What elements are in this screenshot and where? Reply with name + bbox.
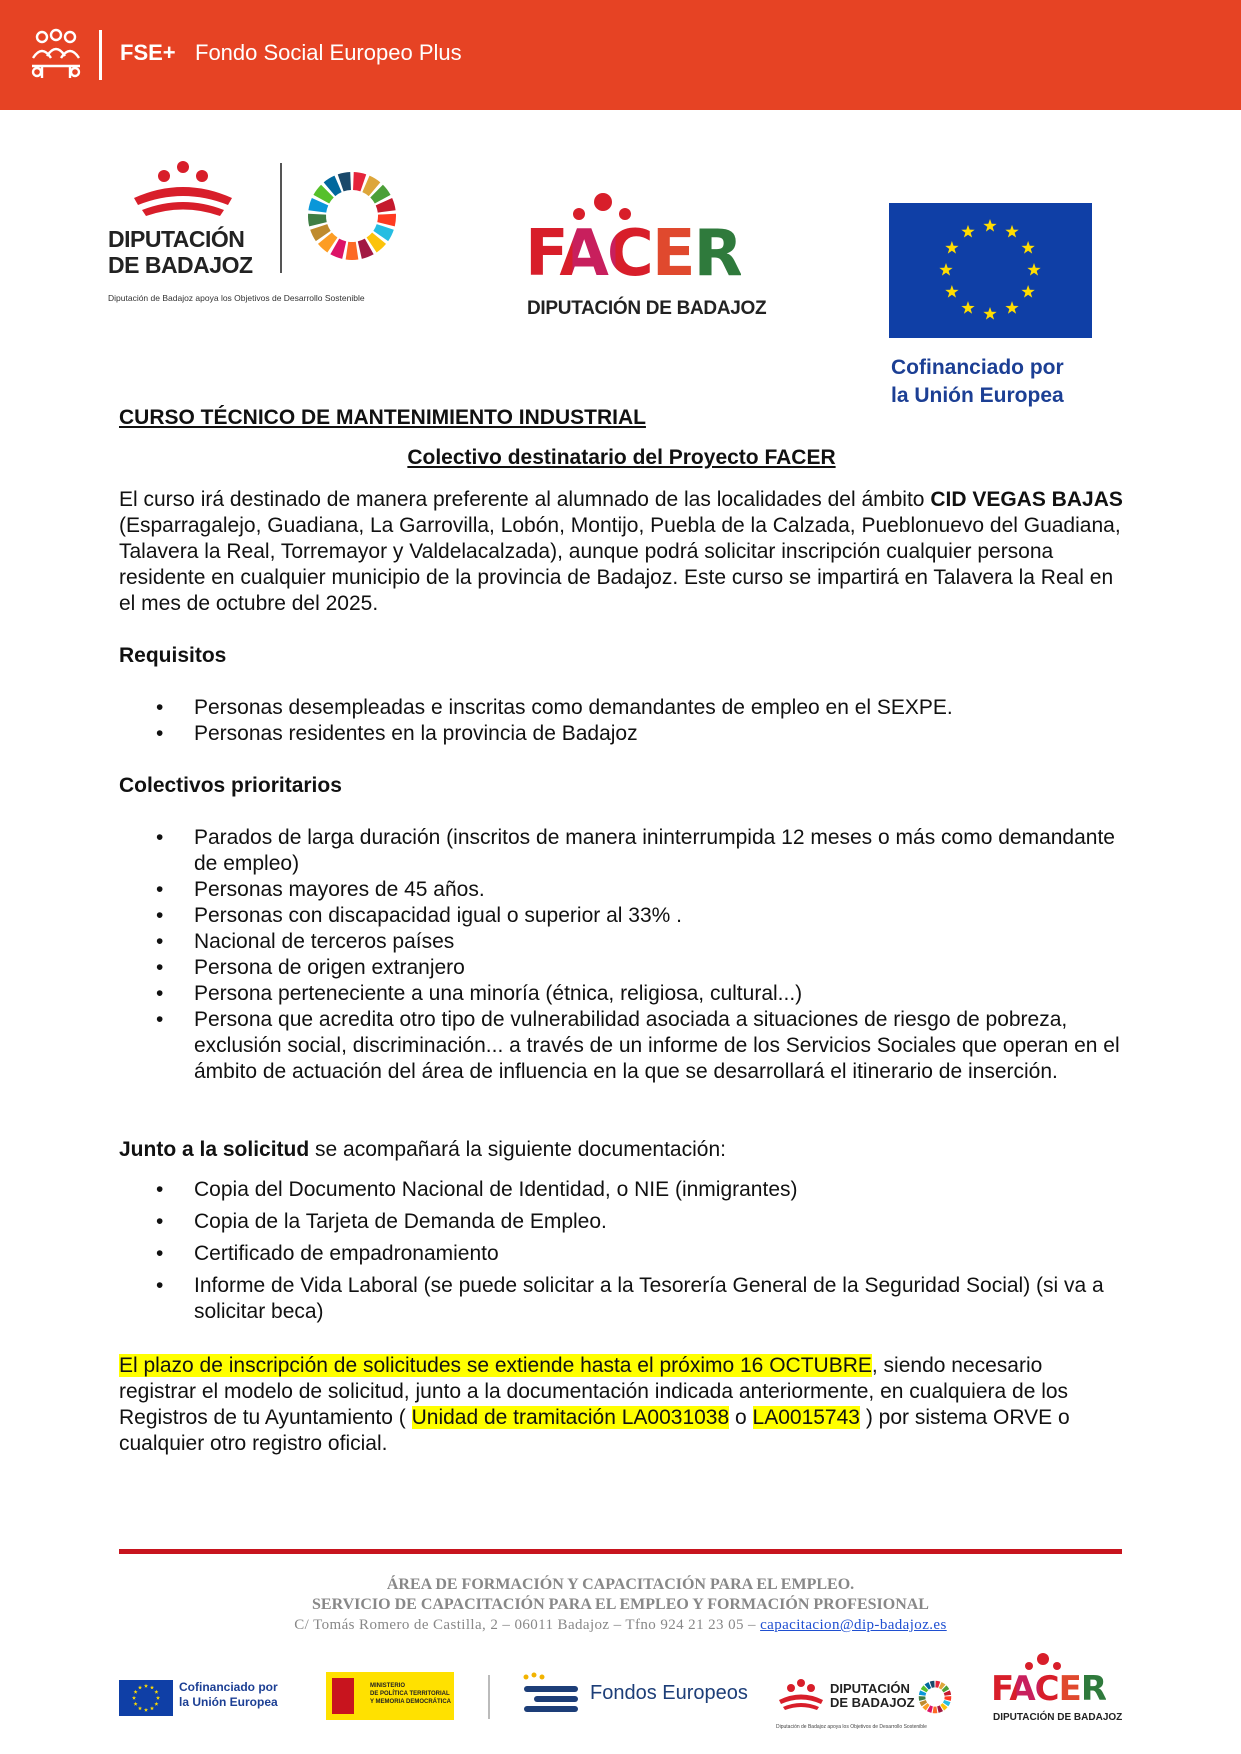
list-item: • Parados de larga duración (inscritos de manera ininterrumpida 12 meses o más como demandante de empleo) bbox=[119, 825, 1124, 877]
deadline-text-1: , siendo necesario registrar el modelo de solicitud, junto a la documentación indicada anteriormente, en cualquiera de los Registros de tu Ayuntamiento ( bbox=[119, 1354, 1069, 1429]
intro-text-1: El curso irá destinado de manera preferente al alumnado de las localidades del ámbito bbox=[119, 488, 931, 511]
fse-brand: FSE+ bbox=[120, 40, 176, 65]
header-separator bbox=[99, 30, 102, 80]
eu-star-icon bbox=[961, 225, 974, 238]
sdg-segment-icon bbox=[346, 242, 359, 260]
documentacion-intro bbox=[119, 1137, 1124, 1163]
bottom-eu-text-2: la Unión Europea bbox=[179, 1695, 278, 1709]
coat-of-arms-icon bbox=[332, 1678, 354, 1714]
eu-star-icon bbox=[144, 1684, 148, 1688]
prioritarios-list bbox=[119, 825, 1124, 1085]
bottom-diputacion-emblem-icon bbox=[776, 1678, 826, 1712]
diputacion-name: DIPUTACIÓN DE BADAJOZ bbox=[108, 226, 253, 278]
course-title: CURSO TÉCNICO DE MANTENIMIENTO INDUSTRIAL bbox=[119, 406, 646, 429]
bottom-eu-logo bbox=[119, 1678, 287, 1716]
bottom-diputacion-subtitle: Diputación de Badajoz apoya los Objetivos de Desarrollo Sostenible bbox=[776, 1724, 927, 1730]
bottom-sdg-wheel-icon bbox=[918, 1680, 952, 1714]
documentacion-rest: se acompañará la siguiente documentación: bbox=[309, 1138, 726, 1161]
list-item: • Personas con discapacidad igual o superior al 33% . bbox=[119, 903, 1124, 929]
eu-star-icon bbox=[134, 1690, 138, 1694]
facer-logo bbox=[525, 192, 765, 324]
sdg-segment-icon bbox=[919, 1696, 926, 1701]
deadline-text-2: ) por sistema ORVE o cualquier otro registro oficial. bbox=[119, 1406, 1070, 1455]
eu-star-icon bbox=[154, 1702, 158, 1706]
documentacion-list bbox=[119, 1177, 1124, 1325]
header-bar bbox=[0, 0, 1241, 110]
footer-line2: SERVICIO DE CAPACITACIÓN PARA EL EMPLEO Y FORMACIÓN PROFESIONAL bbox=[312, 1596, 929, 1613]
prioritarios-heading: Colectivos prioritarios bbox=[119, 774, 342, 797]
eu-star-icon bbox=[939, 263, 952, 276]
eu-star-icon bbox=[154, 1690, 158, 1694]
eu-star-icon bbox=[150, 1685, 154, 1689]
fse-brand-text: Fondo Social Europeo Plus bbox=[195, 40, 462, 65]
facer-subtitle: DIPUTACIÓN DE BADAJOZ bbox=[527, 298, 767, 319]
sdg-wheel-icon bbox=[306, 170, 398, 262]
document-body bbox=[119, 405, 1124, 1457]
list-item: • Persona perteneciente a una minoría (étnica, religiosa, cultural...) bbox=[119, 981, 1124, 1007]
bottom-diputacion-logo bbox=[776, 1672, 956, 1732]
requisitos-list bbox=[119, 695, 1124, 747]
intro-paragraph bbox=[119, 487, 1124, 617]
list-item: • Informe de Vida Laboral (se puede solicitar a la Tesorería General de la Seguridad Social) (si va a solicitar beca) bbox=[119, 1273, 1124, 1325]
bottom-eu-text bbox=[179, 1680, 278, 1710]
people-group-icon bbox=[28, 28, 84, 80]
footer-email-link[interactable]: capacitacion@dip-badajoz.es bbox=[760, 1617, 947, 1633]
footer-address-text: C/ Tomás Romero de Castilla, 2 – 06011 Badajoz – Tfno 924 21 23 05 – bbox=[294, 1617, 761, 1633]
eu-star-icon bbox=[138, 1706, 142, 1710]
eu-star-icon bbox=[983, 307, 996, 320]
eu-star-icon bbox=[983, 219, 996, 232]
eu-cofinanciado-text bbox=[891, 354, 1064, 410]
footer-address bbox=[119, 1615, 1122, 1635]
eu-text-line2: la Unión Europea bbox=[891, 384, 1064, 407]
bottom-facer-letters: FACER bbox=[991, 1669, 1106, 1709]
list-item: • Copia del Documento Nacional de Identidad, o NIE (inmigrantes) bbox=[119, 1177, 1124, 1203]
sdg-segment-icon bbox=[933, 1707, 938, 1714]
eu-star-icon bbox=[1005, 225, 1018, 238]
eu-flag-small bbox=[119, 1680, 173, 1716]
fondos-europeos-text: Fondos Europeos bbox=[590, 1682, 748, 1704]
logo-divider bbox=[280, 163, 282, 273]
list-item: • Nacional de terceros países bbox=[119, 929, 1124, 955]
eu-star-icon bbox=[144, 1708, 148, 1712]
eu-stars-small-icon bbox=[119, 1680, 173, 1716]
sdg-segment-icon bbox=[308, 214, 327, 227]
footer-divider bbox=[119, 1549, 1122, 1554]
eu-star-icon bbox=[150, 1706, 154, 1710]
footer-line1: ÁREA DE FORMACIÓN Y CAPACITACIÓN PARA EL EMPLEO. bbox=[386, 1576, 855, 1593]
eu-flag bbox=[889, 203, 1092, 338]
bottom-diputacion-text: DIPUTACIÓN DE BADAJOZ bbox=[830, 1681, 915, 1710]
fondos-europeos-logo bbox=[518, 1672, 748, 1720]
eu-star-icon bbox=[134, 1702, 138, 1706]
list-item: • Persona de origen extranjero bbox=[119, 955, 1124, 981]
intro-bold: CID VEGAS BAJAS bbox=[930, 488, 1123, 511]
sdg-segment-icon bbox=[377, 214, 396, 227]
bottom-facer-wordmark bbox=[991, 1669, 1106, 1709]
deadline-highlight: El plazo de inscripción de solicitudes se extiende hasta el próximo 16 OCTUBRE bbox=[119, 1354, 872, 1377]
eu-star-icon bbox=[1021, 285, 1034, 298]
diputacion-logo bbox=[108, 158, 408, 308]
eu-stars-icon bbox=[889, 203, 1092, 338]
sdg-segment-icon bbox=[944, 1696, 951, 1701]
eu-star-icon bbox=[945, 285, 958, 298]
requisitos-heading: Requisitos bbox=[119, 644, 227, 667]
list-item: • Personas residentes en la provincia de Badajoz bbox=[119, 721, 1124, 747]
eu-star-icon bbox=[1005, 301, 1018, 314]
bottom-facer-logo bbox=[991, 1652, 1123, 1724]
course-subtitle: Colectivo destinatario del Proyecto FACER bbox=[407, 446, 836, 469]
bottom-facer-subtitle: DIPUTACIÓN DE BADAJOZ bbox=[993, 1712, 1123, 1723]
eu-star-icon bbox=[132, 1696, 136, 1700]
eu-star-icon bbox=[1027, 263, 1040, 276]
facer-wordmark bbox=[525, 217, 741, 291]
diputacion-subtitle: Diputación de Badajoz apoya los Objetivos de Desarrollo Sostenible bbox=[108, 293, 365, 303]
eu-star-icon bbox=[945, 241, 958, 254]
list-item: • Copia de la Tarjeta de Demanda de Empleo. bbox=[119, 1209, 1124, 1235]
eu-star-icon bbox=[961, 301, 974, 314]
intro-text-2: (Esparragalejo, Guadiana, La Garrovilla, Lobón, Montijo, Puebla de la Calzada, Pueblonuevo del Guadiana, Talavera la Real, Torremayor y Valdelacalzada), aunque podrá solicitar inscripción cualquier persona residente en cualquier municipio de la provincia de Badajoz. Este curso se impartirá en Talavera la Real en el mes de octubre del 2025. bbox=[119, 514, 1121, 615]
list-item: • Personas desempleadas e inscritas como demandantes de empleo en el SEXPE. bbox=[119, 695, 1124, 721]
ministerio-logo bbox=[326, 1672, 454, 1720]
list-item: • Certificado de empadronamiento bbox=[119, 1241, 1124, 1267]
unit-highlight: Unidad de tramitación LA0031038 bbox=[411, 1406, 730, 1429]
bottom-logo-divider bbox=[488, 1675, 490, 1719]
documentacion-bold: Junto a la solicitud bbox=[119, 1138, 310, 1161]
bottom-eu-text-1: Cofinanciado por bbox=[179, 1680, 278, 1694]
diputacion-emblem-icon bbox=[128, 160, 238, 222]
deadline-o: o bbox=[729, 1406, 753, 1429]
footer bbox=[119, 1575, 1122, 1635]
deadline-paragraph bbox=[119, 1353, 1124, 1457]
list-item: • Personas mayores de 45 años. bbox=[119, 877, 1124, 903]
ministerio-text: MINISTERIO DE POLÍTICA TERRITORIAL Y MEMORIA DEMOCRÁTICA bbox=[370, 1683, 451, 1705]
list-item: • Persona que acredita otro tipo de vulnerabilidad asociada a situaciones de riesgo de pobreza, exclusión social, discriminación... a través de un informe de los Servicios Sociales que operan en el ámbito de actuación del área de influencia en la que se desarrollará el itinerario de inserción. bbox=[119, 1007, 1124, 1085]
eu-star-icon bbox=[156, 1696, 160, 1700]
facer-letters: FACER bbox=[525, 217, 741, 291]
eu-star-icon bbox=[138, 1685, 142, 1689]
eu-star-icon bbox=[1021, 241, 1034, 254]
code-highlight: LA0015743 bbox=[752, 1406, 860, 1429]
eu-text-line1: Cofinanciado por bbox=[891, 356, 1064, 379]
fondos-europeos-icon bbox=[518, 1672, 584, 1720]
